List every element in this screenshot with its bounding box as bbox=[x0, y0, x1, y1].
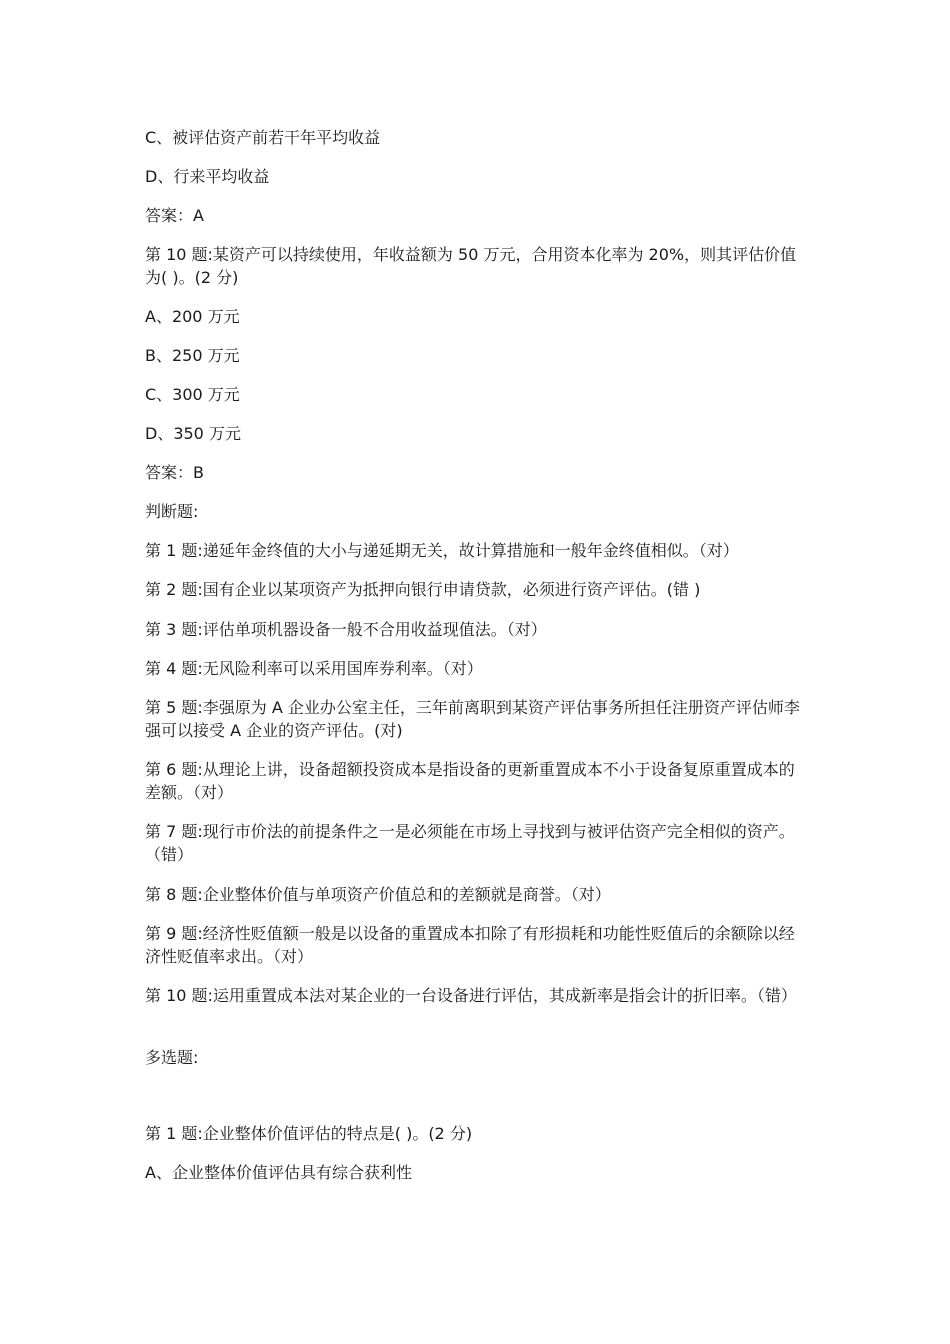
section-heading-true-false: 判断题: bbox=[145, 502, 199, 521]
option-d-q10: D、350 万元 bbox=[145, 424, 241, 443]
option-b-q10: B、250 万元 bbox=[145, 346, 240, 365]
option-a-mc1: A、企业整体价值评估具有综合获利性 bbox=[145, 1163, 412, 1182]
tf-question-1: 第 1 题:递延年金终值的大小与递延期无关，故计算措施和一般年金终值相似。（对） bbox=[145, 541, 739, 560]
tf-question-9: 第 9 题:经济性贬值额一般是以设备的重置成本扣除了有形损耗和功能性贬值后的余额除以经济性贬值率求出。（对） bbox=[145, 924, 795, 966]
answer-q9: 答案：A bbox=[145, 206, 204, 225]
tf-question-5: 第 5 题:李强原为 A 企业办公室主任，三年前离职到某资产评估事务所担任注册资产评估师李强可以接受 A 企业的资产评估。(对) bbox=[145, 698, 800, 740]
option-c-q10: C、300 万元 bbox=[145, 385, 240, 404]
mc-question-1: 第 1 题:企业整体价值评估的特点是( )。(2 分) bbox=[145, 1124, 473, 1143]
option-d-q9: D、行来平均收益 bbox=[145, 167, 270, 186]
tf-question-3: 第 3 题:评估单项机器设备一般不合用收益现值法。（对） bbox=[145, 620, 547, 639]
tf-question-8: 第 8 题:企业整体价值与单项资产价值总和的差额就是商誉。（对） bbox=[145, 885, 611, 904]
option-c-q9: C、被评估资产前若干年平均收益 bbox=[145, 128, 381, 147]
question-10: 第 10 题:某资产可以持续使用，年收益额为 50 万元，合用资本化率为 20%，则其评估价值为( )。(2 分) bbox=[145, 245, 797, 287]
option-a-q10: A、200 万元 bbox=[145, 307, 240, 326]
tf-question-6: 第 6 题:从理论上讲，设备超额投资成本是指设备的更新重置成本不小于设备复原重置成本的差额。（对） bbox=[145, 760, 795, 802]
tf-question-2: 第 2 题:国有企业以某项资产为抵押向银行申请贷款，必须进行资产评估。(错 ) bbox=[145, 580, 701, 599]
tf-question-4: 第 4 题:无风险利率可以采用国库券利率。（对） bbox=[145, 659, 483, 678]
section-heading-multiple-choice: 多选题: bbox=[145, 1048, 199, 1067]
tf-question-7: 第 7 题:现行市价法的前提条件之一是必须能在市场上寻找到与被评估资产完全相似的资产。（错） bbox=[145, 822, 795, 864]
tf-question-10: 第 10 题:运用重置成本法对某企业的一台设备进行评估，其成新率是指会计的折旧率。（错） bbox=[145, 986, 797, 1005]
answer-q10: 答案：B bbox=[145, 463, 204, 482]
